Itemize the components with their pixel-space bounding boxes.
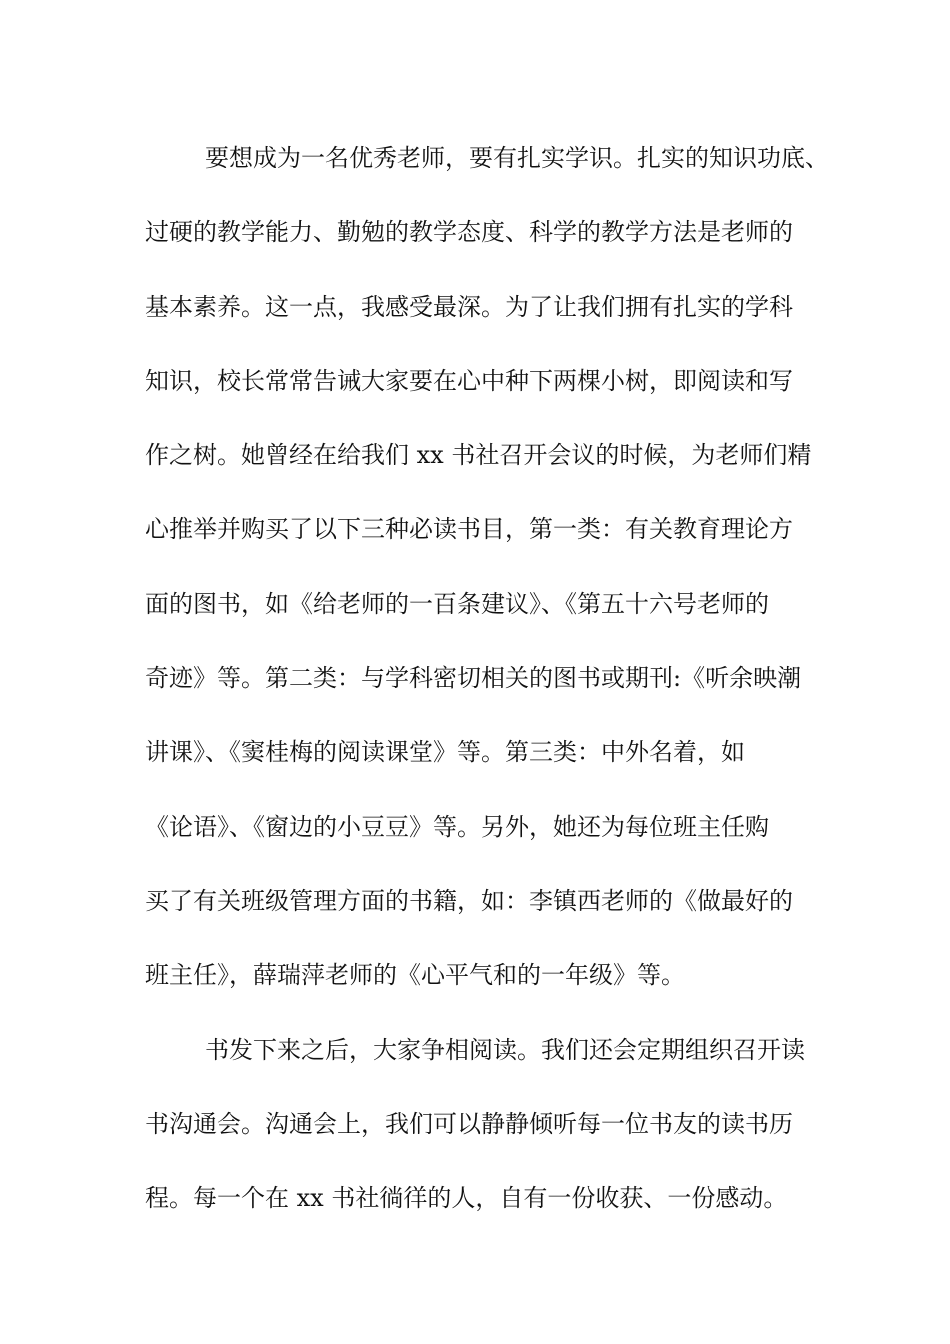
paragraph-1-line-11: 买了有关班级管理方面的书籍，如：李镇西老师的《做最好的 [145,886,793,915]
paragraph-1 [145,129,835,1021]
paragraph-2-line-2: 书沟通会。沟通会上，我们可以静静倾听每一位书友的读书历 [145,1109,793,1138]
paragraph-2-line-3: 程。每一个在 xx 书社徜徉的人，自有一份收获、一份感动。 [145,1184,788,1213]
paragraph-1-line-8: 奇迹》等。第二类：与学科密切相关的图书或期刊:《听余映潮 [145,664,802,693]
paragraph-1-line-1: 要想成为一名优秀老师，要有扎实学识。扎实的知识功底、 [205,144,829,172]
paragraph-1-line-5: 作之树。她曾经在给我们 xx 书社召开会议的时候，为老师们精 [145,441,812,470]
paragraph-2-line-1: 书发下来之后，大家争相阅读。我们还会定期组织召开读 [205,1035,805,1064]
document-body [145,129,835,1243]
paragraph-1-line-12: 班主任》，薛瑞萍老师的《心平气和的一年级》等。 [145,961,685,990]
paragraph-1-line-9: 讲课》、《窦桂梅的阅读课堂》等。第三类：中外名着，如 [145,738,745,767]
paragraph-2 [145,1021,835,1244]
paragraph-1-line-6: 心推举并购买了以下三种必读书目，第一类：有关教育理论方 [145,515,793,544]
paragraph-1-line-10: 《论语》、《窗边的小豆豆》等。另外，她还为每位班主任购 [145,812,769,841]
paragraph-1-line-7: 面的图书，如《给老师的一百条建议》、《第五十六号老师的 [145,589,769,618]
paragraph-1-line-2: 过硬的教学能力、勤勉的教学态度、科学的教学方法是老师的 [145,218,793,247]
paragraph-1-line-3: 基本素养。这一点，我感受最深。为了让我们拥有扎实的学科 [145,292,793,321]
paragraph-1-line-4: 知识，校长常常告诫大家要在心中种下两棵小树，即阅读和写 [145,366,793,395]
